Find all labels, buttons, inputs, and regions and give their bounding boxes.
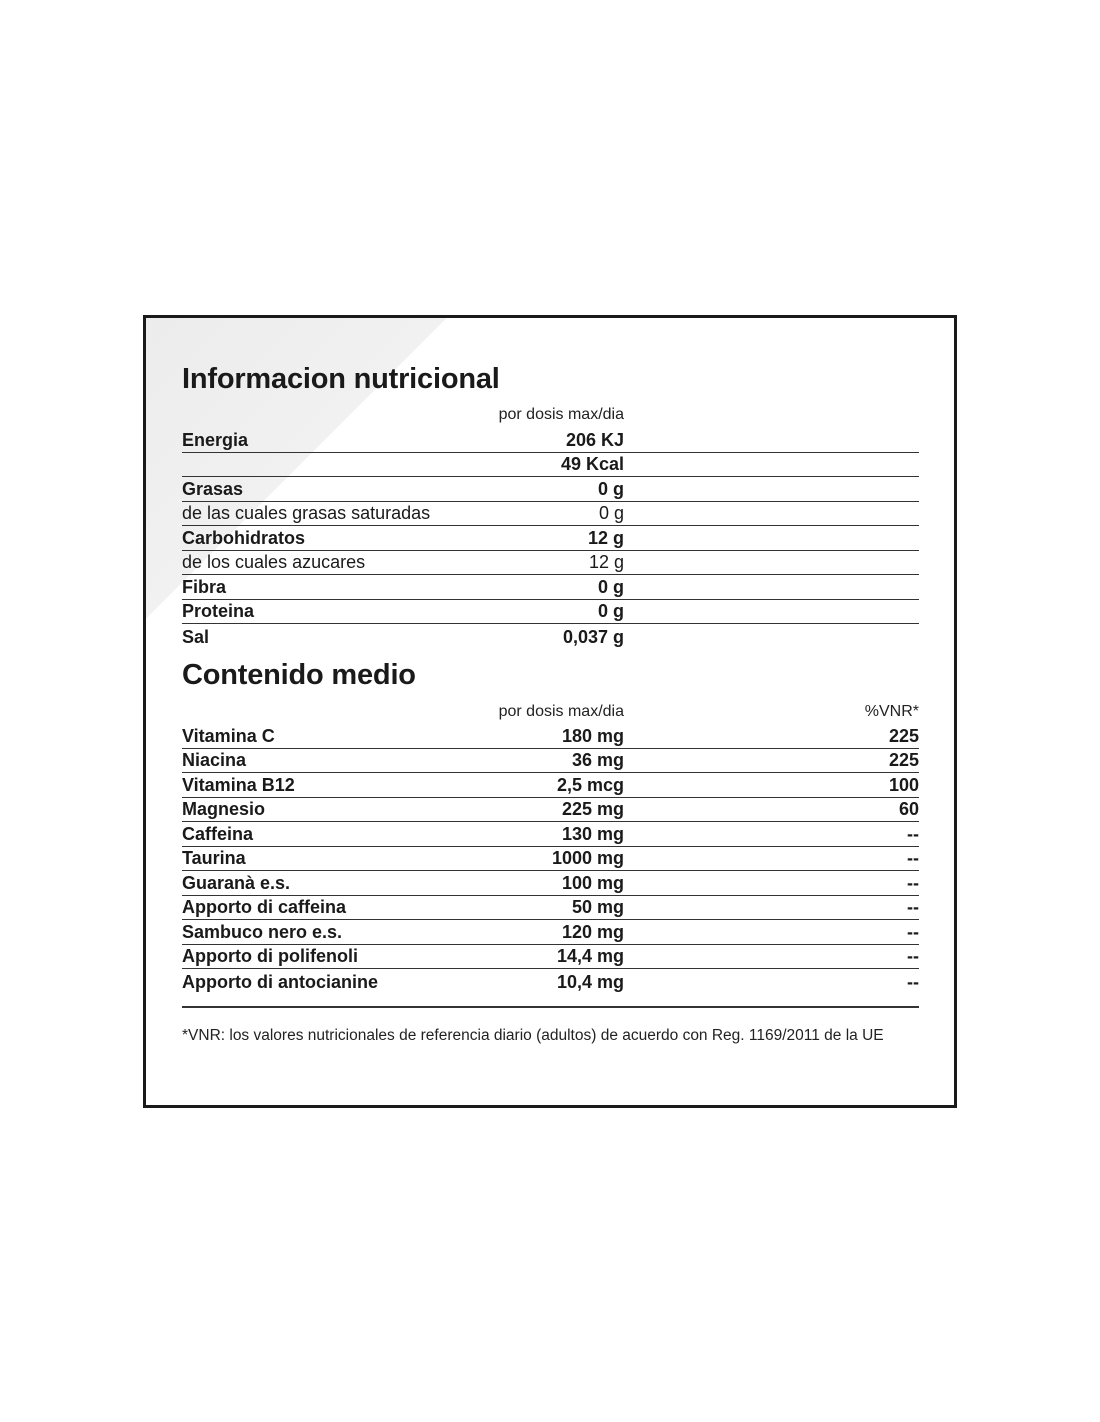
row-name: Sambuco nero e.s. <box>182 921 343 942</box>
row-name: Apporto di polifenoli <box>182 946 358 966</box>
row-vnr: -- <box>907 823 919 844</box>
row-name: Grasas <box>182 478 244 499</box>
table-row <box>182 453 919 478</box>
row-value: 180 mg <box>561 725 624 746</box>
row-value: 0,037 g <box>562 626 624 647</box>
row-value: 36 mg <box>571 750 624 770</box>
row-value: 100 mg <box>561 872 624 893</box>
nutrition-column-header: por dosis max/dia <box>498 406 624 423</box>
row-name: de las cuales grasas saturadas <box>182 503 431 523</box>
table-row <box>182 526 919 551</box>
row-vnr: -- <box>907 897 919 917</box>
row-value: 206 KJ <box>565 429 624 450</box>
table-row <box>182 600 919 625</box>
row-name: Fibra <box>182 576 227 597</box>
row-vnr: -- <box>907 946 919 966</box>
row-value: 0 g <box>597 478 624 499</box>
nutrition-title: Informacion nutricional <box>182 363 500 395</box>
row-value: 49 Kcal <box>560 454 624 474</box>
table-row <box>182 575 919 600</box>
row-value: 12 g <box>588 552 624 572</box>
table-row <box>182 896 919 921</box>
row-name: Proteina <box>182 601 255 621</box>
row-name: Apporto di antocianine <box>182 971 378 992</box>
row-value: 0 g <box>597 601 624 621</box>
row-name: de los cuales azucares <box>182 552 366 572</box>
row-vnr: 225 <box>888 750 919 770</box>
row-value: 0 g <box>598 503 624 523</box>
footnote: *VNR: los valores nutricionales de referencia diario (adultos) de acuerdo con Reg. 1169/2011 de la UE <box>182 1027 884 1044</box>
row-name: Guaranà e.s. <box>182 872 291 893</box>
row-name: Apporto di caffeina <box>182 897 347 917</box>
row-name: Niacina <box>182 750 247 770</box>
row-value: 14,4 mg <box>556 946 624 966</box>
table-row <box>182 871 919 896</box>
table-row <box>182 945 919 970</box>
table-row <box>182 428 919 453</box>
table-row <box>182 822 919 847</box>
row-name: Vitamina C <box>182 725 275 746</box>
row-value: 12 g <box>587 527 624 548</box>
nutrition-panel <box>143 315 957 1108</box>
row-value: 10,4 mg <box>556 971 624 992</box>
table-row <box>182 624 919 649</box>
row-name: Taurina <box>182 848 246 868</box>
vnr-column-header: %VNR* <box>864 703 919 720</box>
table-row <box>182 502 919 527</box>
row-name: Magnesio <box>182 799 266 819</box>
row-vnr: 225 <box>888 725 919 746</box>
row-name: Vitamina B12 <box>182 774 295 795</box>
row-value: 120 mg <box>561 921 624 942</box>
table-row <box>182 749 919 774</box>
table-row <box>182 773 919 798</box>
table-row <box>182 969 919 994</box>
row-value: 50 mg <box>571 897 624 917</box>
table-row <box>182 847 919 872</box>
row-name: Caffeina <box>182 823 254 844</box>
row-value: 130 mg <box>561 823 624 844</box>
row-vnr: -- <box>907 848 919 868</box>
table-row <box>182 477 919 502</box>
table-end-rule <box>182 1006 919 1008</box>
row-vnr: -- <box>907 872 919 893</box>
table-row <box>182 920 919 945</box>
row-value: 0 g <box>597 576 624 597</box>
row-vnr: -- <box>907 971 919 992</box>
table-row <box>182 724 919 749</box>
row-value: 225 mg <box>561 799 624 819</box>
row-value: 2,5 mcg <box>556 774 624 795</box>
row-name: Carbohidratos <box>182 527 306 548</box>
row-value: 1000 mg <box>551 848 624 868</box>
row-name: Sal <box>182 626 210 647</box>
table-row <box>182 551 919 576</box>
row-vnr: 60 <box>898 799 919 819</box>
contents-column-header: por dosis max/dia <box>498 703 624 720</box>
row-name: Energia <box>182 429 249 450</box>
row-vnr: -- <box>907 921 919 942</box>
row-vnr: 100 <box>888 774 919 795</box>
contents-title: Contenido medio <box>182 659 416 691</box>
table-row <box>182 798 919 823</box>
